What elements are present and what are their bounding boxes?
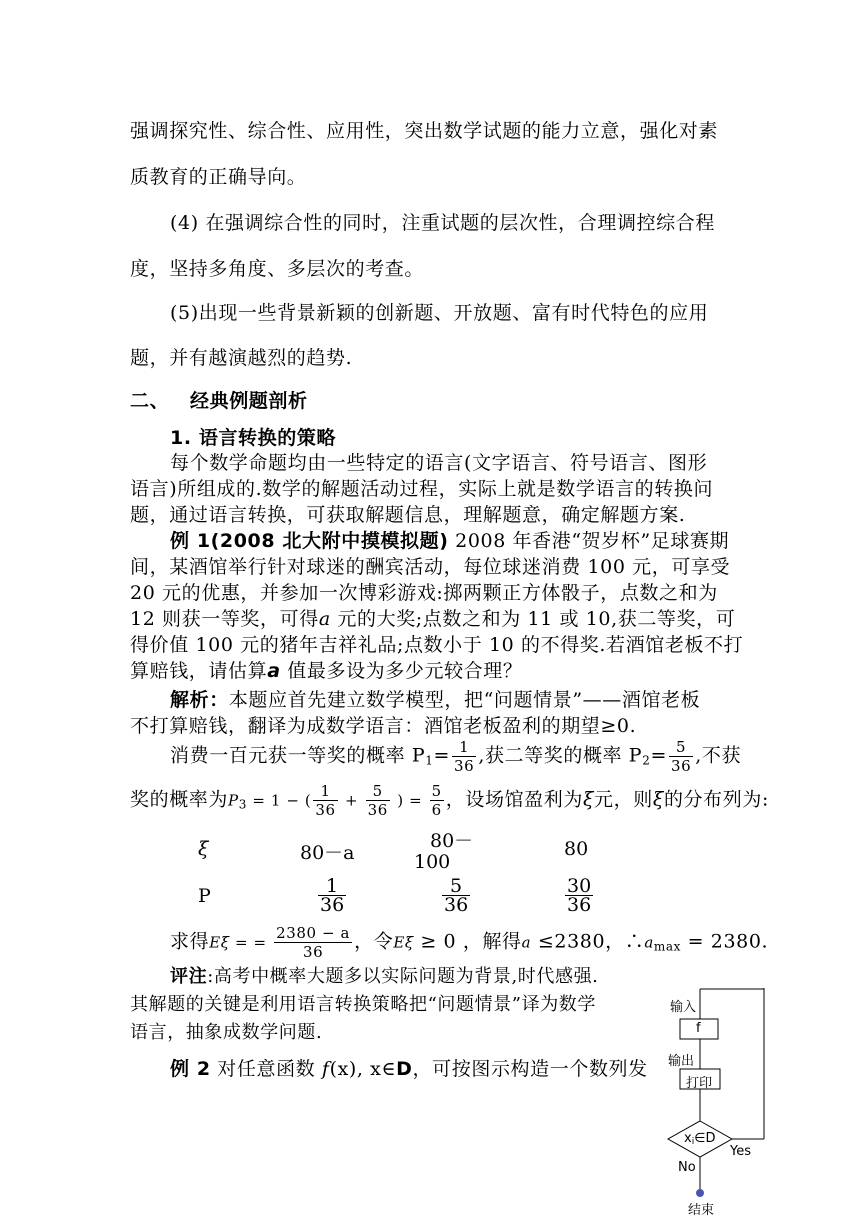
- flow-yes-label: Yes: [730, 1144, 751, 1159]
- prob-text-a: 消费一百元获一等奖的概率 P: [170, 744, 426, 767]
- denominator: 36: [444, 894, 469, 916]
- prob-line-2-b: ，设场馆盈利为: [445, 788, 583, 811]
- example-1-line-4-b: 元的大奖;点数之和为 11 或 10,获二等奖，可: [330, 608, 736, 630]
- variable-a: a: [521, 933, 532, 952]
- close-paren: ) =: [391, 791, 428, 810]
- example-1-line-4: [130, 604, 735, 631]
- example-1-line-3: 20 元的优惠，并参加一次博彩游戏:掷两颗正方体骰子，点数之和为: [130, 582, 718, 604]
- flow-end-label: 结束: [688, 1203, 715, 1216]
- section-number: 二、: [130, 390, 170, 412]
- equals: =: [433, 744, 451, 767]
- function-f: f: [321, 1058, 330, 1080]
- xi-symbol: ξ: [582, 788, 595, 811]
- table-prob-1: [318, 877, 346, 914]
- flow-input-label: 输入: [670, 1000, 697, 1015]
- table-value-3: 80: [564, 838, 589, 860]
- table-value-2a: 80－: [430, 830, 474, 852]
- table-value-1: 80－a: [300, 842, 355, 864]
- table-prob-2: [442, 877, 470, 914]
- example-1-line-6-a: 算赔钱，请估算: [130, 660, 268, 682]
- domain-D: D: [396, 1058, 413, 1080]
- example-1-label: 例 1(2008 北大附中摸模拟题): [170, 530, 449, 552]
- solution-line-1-text: 本题应首先建立数学模型，把“问题情景”——酒馆老板: [228, 689, 701, 711]
- denominator: 36: [315, 801, 336, 819]
- denominator: 36: [302, 943, 324, 961]
- prob-line-2-a: 奖的概率为: [130, 788, 229, 811]
- numerator: 1: [313, 782, 337, 801]
- table-prob-3: [565, 877, 593, 914]
- paragraph-3-line-1: (5)出现一些背景新颖的创新题、开放题、富有时代特色的应用: [170, 302, 709, 324]
- expectation-symbol: Eξ: [393, 933, 414, 952]
- example-2-text-a: 对任意函数: [210, 1058, 322, 1080]
- comment-line-1: [170, 962, 599, 988]
- fraction-5-6: [430, 782, 444, 819]
- probability-line-1: [170, 738, 741, 775]
- paragraph-2-line-2: 度，坚持多角度、多层次的考查。: [130, 258, 425, 280]
- xi-symbol: ξ: [652, 788, 664, 811]
- solution-label: 解析：: [170, 689, 229, 711]
- example-2-text-b: ，可按图示构造一个数列发: [412, 1058, 648, 1080]
- exp-text-b: ，令: [354, 930, 394, 953]
- expectation-line: [170, 924, 768, 961]
- table-p-header: P: [198, 885, 211, 907]
- numerator: 5: [442, 877, 470, 896]
- denominator: 6: [431, 801, 442, 819]
- cond-rest: ∈D: [694, 1131, 716, 1146]
- fraction-p1: [452, 738, 476, 775]
- example-1-line-5: 得价值 100 元的猪年吉祥礼品;点数小于 10 的不得奖.若酒馆老板不打: [130, 634, 744, 656]
- fraction-expectation: [274, 924, 352, 961]
- example-1-line-2: 间，某酒馆举行针对球迷的酬宾活动，每位球迷消费 100 元，可享受: [130, 556, 731, 578]
- prob-text-b: ,获二等奖的概率 P: [478, 744, 643, 767]
- end-node: [696, 1189, 704, 1197]
- exp-text-a: 求得: [170, 930, 210, 953]
- numerator: 5: [669, 738, 693, 757]
- numerator: 5: [366, 782, 390, 801]
- paragraph-4-line-1: 每个数学命题均由一些特定的语言(文字语言、符号语言、图形: [170, 452, 708, 474]
- section-title: 经典例题剖析: [190, 390, 308, 412]
- example-1-line-4-a: 12 则获一等奖，可得: [130, 608, 319, 630]
- exp-text-d: ≤2380，∴: [531, 930, 645, 953]
- numerator: 5: [431, 782, 442, 800]
- paragraph-1-line-2: 质教育的正确导向。: [130, 166, 307, 188]
- flowchart: [660, 985, 860, 1216]
- flow-f-label: f: [696, 1021, 701, 1036]
- denominator: 36: [567, 894, 592, 916]
- paragraph-2-line-1: (4) 在强调综合性的同时，注重试题的层次性，合理调控综合程: [170, 212, 715, 234]
- numerator: 2380 − a: [276, 924, 351, 942]
- paragraph-4-line-2: 语言)所组成的.数学的解题活动过程，实际上就是数学语言的转换问: [130, 478, 714, 500]
- example-1-line-1-text: 2008 年香港“贺岁杯”足球赛期: [448, 530, 730, 552]
- flow-print-label: 打印: [686, 1076, 713, 1091]
- p3-symbol: P: [228, 791, 239, 810]
- comment-line-3: 语言，抽象成数学问题.: [130, 1022, 323, 1043]
- plus: +: [339, 791, 364, 810]
- flow-no-label: No: [678, 1160, 696, 1175]
- probability-line-2: [130, 782, 769, 819]
- exp-text-e: = 2380.: [681, 930, 769, 953]
- prob-line-2-d: 的分布列为:: [663, 788, 769, 811]
- function-args: (x), x: [329, 1058, 382, 1080]
- p2-subscript: 2: [642, 753, 651, 768]
- flow-output-label: 输出: [668, 1054, 695, 1069]
- table-xi-header: ξ: [198, 838, 209, 860]
- paragraph-3-line-2: 题，并有越演越烈的趋势.: [130, 347, 353, 369]
- denominator: 36: [367, 801, 388, 819]
- prob-text-c: ,不获: [695, 744, 742, 767]
- comment-line-1-text: :高考中概率大题多以实际问题为背景,时代感强.: [207, 966, 599, 987]
- example-1-line-1: [170, 526, 729, 553]
- p3-equation: = 1 − (: [246, 791, 312, 810]
- comment-line-2: 其解题的关键是利用语言转换策略把“问题情景”译为数学: [130, 994, 597, 1015]
- table-value-2b: 100: [414, 851, 451, 873]
- paragraph-4-line-3: 题，通过语言转换，可获取解题信息，理解题意，确定解题方案.: [130, 504, 686, 526]
- max-subscript: max: [653, 939, 681, 954]
- denominator: 36: [670, 757, 692, 775]
- variable-a: a: [318, 608, 331, 630]
- p3-subscript: 3: [238, 797, 247, 812]
- denominator: 36: [454, 757, 475, 775]
- exp-text-c: ≥ 0 ，解得: [413, 930, 522, 953]
- subsection-title: 1. 语言转换的策略: [170, 427, 337, 449]
- fraction-5-36: [366, 782, 390, 819]
- cond-x: x: [684, 1131, 692, 1146]
- denominator: 36: [320, 894, 345, 916]
- element-of: ∈: [381, 1058, 397, 1080]
- a-max: a: [644, 933, 654, 952]
- paragraph-1-line-1: 强调探究性、综合性、应用性，突出数学试题的能力立意，强化对素: [130, 120, 719, 142]
- cond-subscript: i: [691, 1137, 695, 1147]
- fraction-p2: [669, 738, 693, 775]
- expectation-symbol: Eξ: [209, 933, 230, 952]
- example-1-line-6: [130, 656, 522, 683]
- solution-line-1: [170, 685, 700, 712]
- example-1-line-6-b: 值最多设为多少元较合理？: [280, 660, 523, 682]
- fraction-1-36: [313, 782, 337, 819]
- flow-condition-label: [684, 1131, 716, 1147]
- numerator: 1: [452, 738, 476, 757]
- numerator: 30: [567, 875, 592, 897]
- p1-subscript: 1: [425, 753, 434, 768]
- prob-line-2-c: 元，则: [594, 788, 653, 811]
- example-2-label: 例 2: [170, 1058, 211, 1080]
- comment-label: 评注: [170, 966, 208, 987]
- equals: = =: [229, 933, 273, 952]
- variable-a-bold: a: [267, 660, 281, 682]
- equals: =: [650, 744, 667, 767]
- example-2-line-1: [170, 1054, 648, 1081]
- solution-line-2: 不打算赔钱，翻译为成数学语言：酒馆老板盈利的期望≥0.: [130, 715, 637, 737]
- numerator: 1: [318, 877, 346, 896]
